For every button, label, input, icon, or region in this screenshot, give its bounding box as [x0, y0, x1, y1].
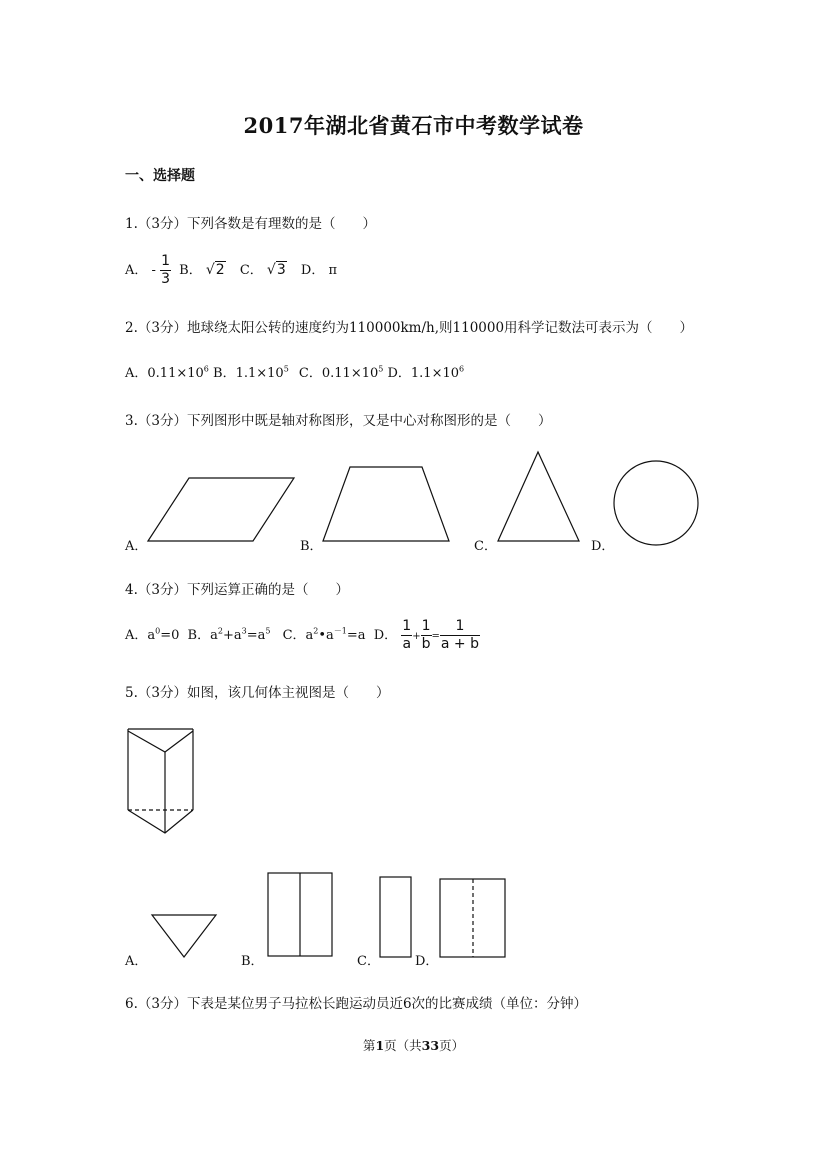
q1-option-c-label: C． [239, 263, 263, 278]
q5-option-d-label: D． [415, 954, 439, 969]
q2-option-c: C．0.11×10 [298, 366, 379, 381]
footer-middle: 页（共 [384, 1038, 422, 1053]
q4-option-a: A．a [125, 628, 156, 643]
q1-option-b-sqrt: √2 [205, 262, 225, 278]
q5-option-a-label: A． [125, 954, 148, 969]
q4-d-fraction-1-num: 1 [402, 618, 412, 634]
question-6-stem: 6.（3分）下表是某位男子马拉松长跑运动员近6次的比赛成绩（单位：分钟） [125, 996, 588, 1012]
q2-option-a: A．0.11×10 [125, 366, 204, 381]
question-3-stem: 3.（3分）下列图形中既是轴对称图形，又是中心对称图形的是（ ） [125, 413, 552, 429]
footer-page-number: 1 [375, 1038, 385, 1053]
q1-option-d-value: π [328, 263, 338, 278]
q1-b-radicand: 2 [215, 262, 225, 278]
section-heading: 一、选择题 [125, 168, 195, 184]
q5-option-b-rectangle-figure [268, 873, 332, 956]
q4-b-exponent-1: 2 [217, 626, 223, 636]
question-5-stem: 5.（3分）如图，该几何体主视图是（ ） [125, 685, 390, 701]
q4-option-d: D． [373, 628, 398, 643]
q3-option-c-label: C． [474, 539, 497, 554]
q4-b-exponent-2: 3 [241, 626, 247, 636]
question-2-stem: 2.（3分）地球绕太阳公转的速度约为110000km/h,则110000用科学记数法可表示为（ ） [125, 320, 694, 336]
q4-b-mid-2: =a [246, 628, 266, 643]
question-1-stem: 1.（3分）下列各数是有理数的是（ ） [125, 216, 376, 232]
q2-b-exponent: 5 [283, 364, 289, 374]
footer-suffix: 页） [439, 1038, 465, 1053]
q4-c-exponent-2: －1 [333, 626, 347, 636]
q4-a-exponent: 0 [155, 626, 161, 636]
q5-option-c-rectangle-figure [380, 877, 411, 957]
q4-d-fraction-2-num: 1 [421, 618, 431, 634]
q4-d-fraction-3-num: 1 [455, 618, 465, 634]
q1-option-b-label: B． [179, 263, 202, 278]
q4-d-fraction-1-den: a [402, 636, 412, 652]
q4-d-plus: + [412, 631, 421, 642]
page-title: 2017年湖北省黄石市中考数学试卷 [243, 113, 584, 138]
q3-circle-figure [614, 461, 698, 545]
q5-option-a-triangle-figure [152, 915, 216, 957]
q3-option-a-label: A． [125, 539, 148, 554]
q3-triangle-figure [498, 452, 579, 541]
q3-trapezoid-figure [323, 467, 449, 541]
q4-c-mid: •a [318, 628, 334, 643]
q3-parallelogram-figure [148, 478, 294, 541]
q2-a-exponent: 6 [203, 364, 209, 374]
q4-b-exponent-3: 5 [265, 626, 271, 636]
question-4-stem: 4.（3分）下列运算正确的是（ ） [125, 582, 349, 598]
q2-option-d: D．1.1×10 [387, 366, 460, 381]
q2-d-exponent: 6 [459, 364, 465, 374]
q4-c-exponent-1: 2 [313, 626, 319, 636]
q1-option-a-sign: - [151, 263, 156, 278]
q5-prism-figure [128, 729, 193, 833]
q1-option-d-label: D． [300, 263, 325, 278]
q5-option-c-label: C． [357, 954, 380, 969]
q4-b-mid: +a [222, 628, 242, 643]
q3-option-b-label: B． [300, 539, 323, 554]
q1-a-denominator: 3 [161, 271, 170, 287]
q4-option-b: B．a [187, 628, 218, 643]
q5-option-d-rectangle-figure [440, 879, 505, 957]
q1-c-radicand: 3 [276, 262, 286, 278]
q2-c-exponent: 5 [378, 364, 384, 374]
footer-total-pages: 33 [421, 1038, 440, 1053]
q4-option-c: C．a [282, 628, 314, 643]
q4-d-fraction-3-den: a + b [440, 636, 480, 652]
q1-option-a-label: A． [125, 263, 148, 278]
q4-c-rest: =a [346, 628, 366, 643]
q3-option-d-label: D． [591, 539, 615, 554]
q4-d-equals: = [431, 631, 440, 642]
q1-option-c-sqrt: √3 [266, 262, 286, 278]
q5-option-b-label: B． [241, 954, 264, 969]
q1-a-numerator: 1 [161, 253, 170, 269]
q2-option-b: B．1.1×10 [213, 366, 284, 381]
q4-d-fraction-2-den: b [421, 636, 431, 652]
q4-a-rest: =0 [160, 628, 180, 643]
footer-prefix: 第 [362, 1038, 376, 1053]
